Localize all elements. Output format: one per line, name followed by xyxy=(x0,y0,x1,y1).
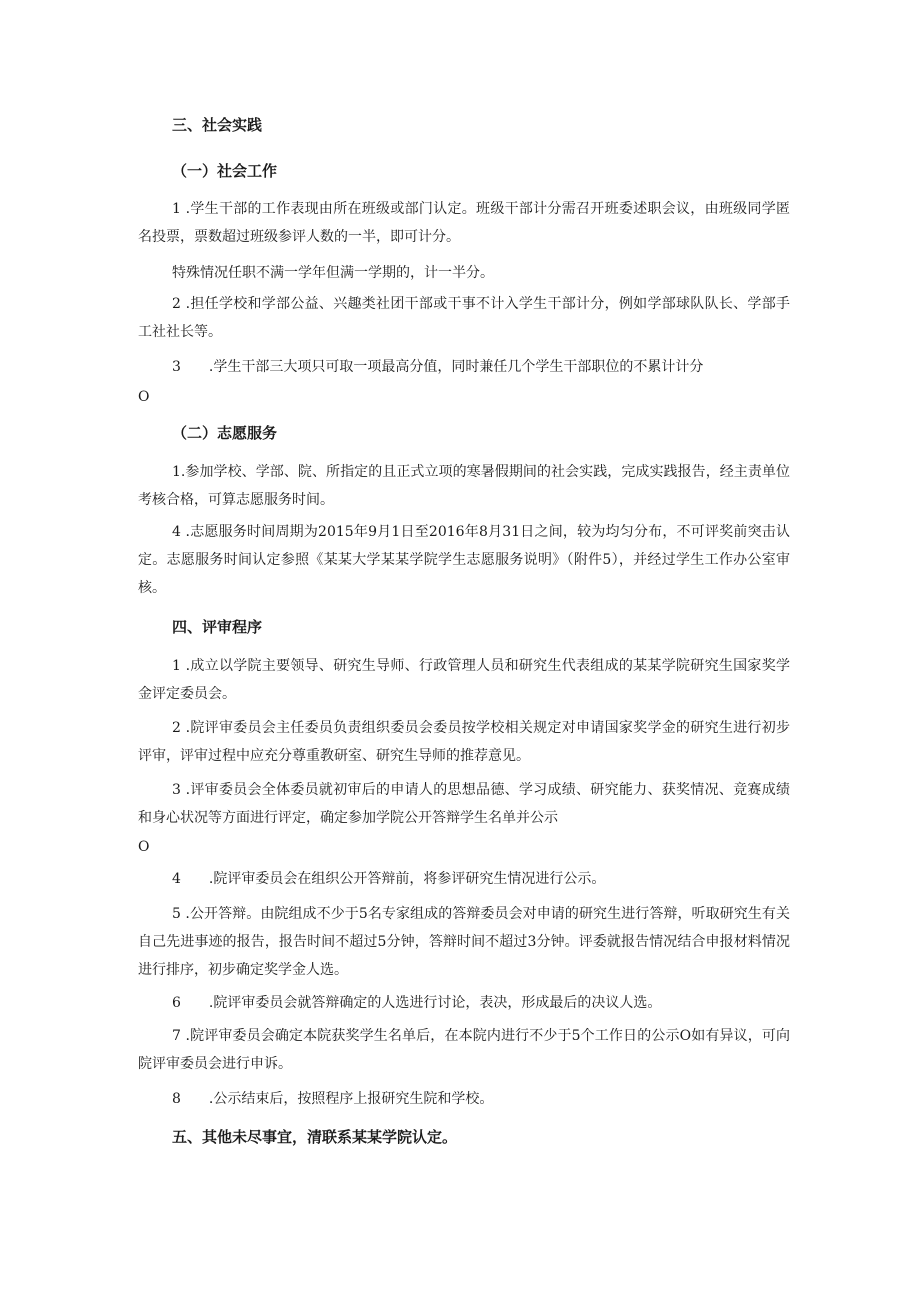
paragraph-review-3: 3 .评审委员会全体委员就初审后的申请人的思想品德、学习成绩、研究能力、获奖情况、竞赛成绩和身心状况等方面进行评定，确定参加学院公开答辩学生名单并公示 xyxy=(138,782,790,826)
paragraph-review-1: 1 .成立以学院主要领导、研究生导师、行政管理人员和研究生代表组成的某某学院研究生国家奖学金评定委员会。 xyxy=(138,658,790,702)
paragraph-social-work-1: 1 .学生干部的工作表现由所在班级或部门认定。班级干部计分需召开班委述职会议，由班级同学匿名投票，票数超过班级参评人数的一半，即可计分。 xyxy=(138,201,790,245)
paragraph-text: .院评审委员会在组织公开答辩前，将参评研究生情况进行公示。 xyxy=(208,871,606,887)
paragraph-number: 6 xyxy=(172,995,181,1011)
paragraph-social-work-3-tail: O xyxy=(138,389,150,405)
paragraph-social-work-1b: 特殊情况任职不满一学年但满一学期的，计一半分。 xyxy=(172,265,494,281)
paragraph-review-3-tail: O xyxy=(138,839,150,855)
paragraph-review-5: 5 .公开答辩。由院组成不少于5名专家组成的答辩委员会对申请的研究生进行答辩，听取研究生有关自己先进事迹的报告，报告时间不超过5分钟，答辩时间不超过3分钟。评委就报告情况结合申报材料情况进行排序，初步确定奖学金人选。 xyxy=(138,906,790,978)
paragraph-review-2: 2 .院评审委员会主任委员负责组织委员会委员按学校相关规定对申请国家奖学金的研究生进行初步评审，评审过程中应充分尊重教研室、研究生导师的推荐意见。 xyxy=(138,720,790,764)
paragraph-review-7: 7 .院评审委员会确定本院获奖学生名单后，在本院内进行不少于5个工作日的公示O如有异议，可向院评审委员会进行申诉。 xyxy=(138,1028,790,1072)
subsection-volunteer-heading: （二）志愿服务 xyxy=(172,424,278,442)
paragraph-review-8 xyxy=(172,1088,493,1110)
section-3-heading: 三、社会实践 xyxy=(172,116,263,134)
paragraph-social-work-3 xyxy=(172,356,703,378)
paragraph-number: 8 xyxy=(172,1091,181,1107)
paragraph-review-4 xyxy=(172,868,605,890)
paragraph-review-6 xyxy=(172,992,661,1014)
paragraph-text: .院评审委员会就答辩确定的人选进行讨论，表决，形成最后的决议人选。 xyxy=(208,995,662,1011)
section-4-heading: 四、评审程序 xyxy=(172,618,263,636)
paragraph-social-work-2: 2 .担任学校和学部公益、兴趣类社团干部或干事不计入学生干部计分，例如学部球队队长、学部手工社社长等。 xyxy=(138,296,790,340)
section-5-heading: 五、其他未尽事宜，清联系某某学院认定。 xyxy=(172,1128,458,1146)
paragraph-volunteer-4: 4 .志愿服务时间周期为2015年9月1日至2016年8月31日之间，较为均匀分布，不可评奖前突击认定。志愿服务时间认定参照《某某大学某某学院学生志愿服务说明》（附件5），并经过学生工作办公室审核。 xyxy=(138,524,790,596)
paragraph-text: .公示结束后，按照程序上报研究生院和学校。 xyxy=(208,1091,494,1107)
paragraph-volunteer-1: 1.参加学校、学部、院、所指定的且正式立项的寒暑假期间的社会实践，完成实践报告，经主责单位考核合格，可算志愿服务时间。 xyxy=(138,464,790,508)
paragraph-number: 3 xyxy=(172,359,181,375)
subsection-social-work-heading: （一）社会工作 xyxy=(172,162,278,180)
paragraph-text: .学生干部三大项只可取一项最高分值，同时兼任几个学生干部职位的不累计计分 xyxy=(208,359,704,375)
paragraph-number: 4 xyxy=(172,871,181,887)
